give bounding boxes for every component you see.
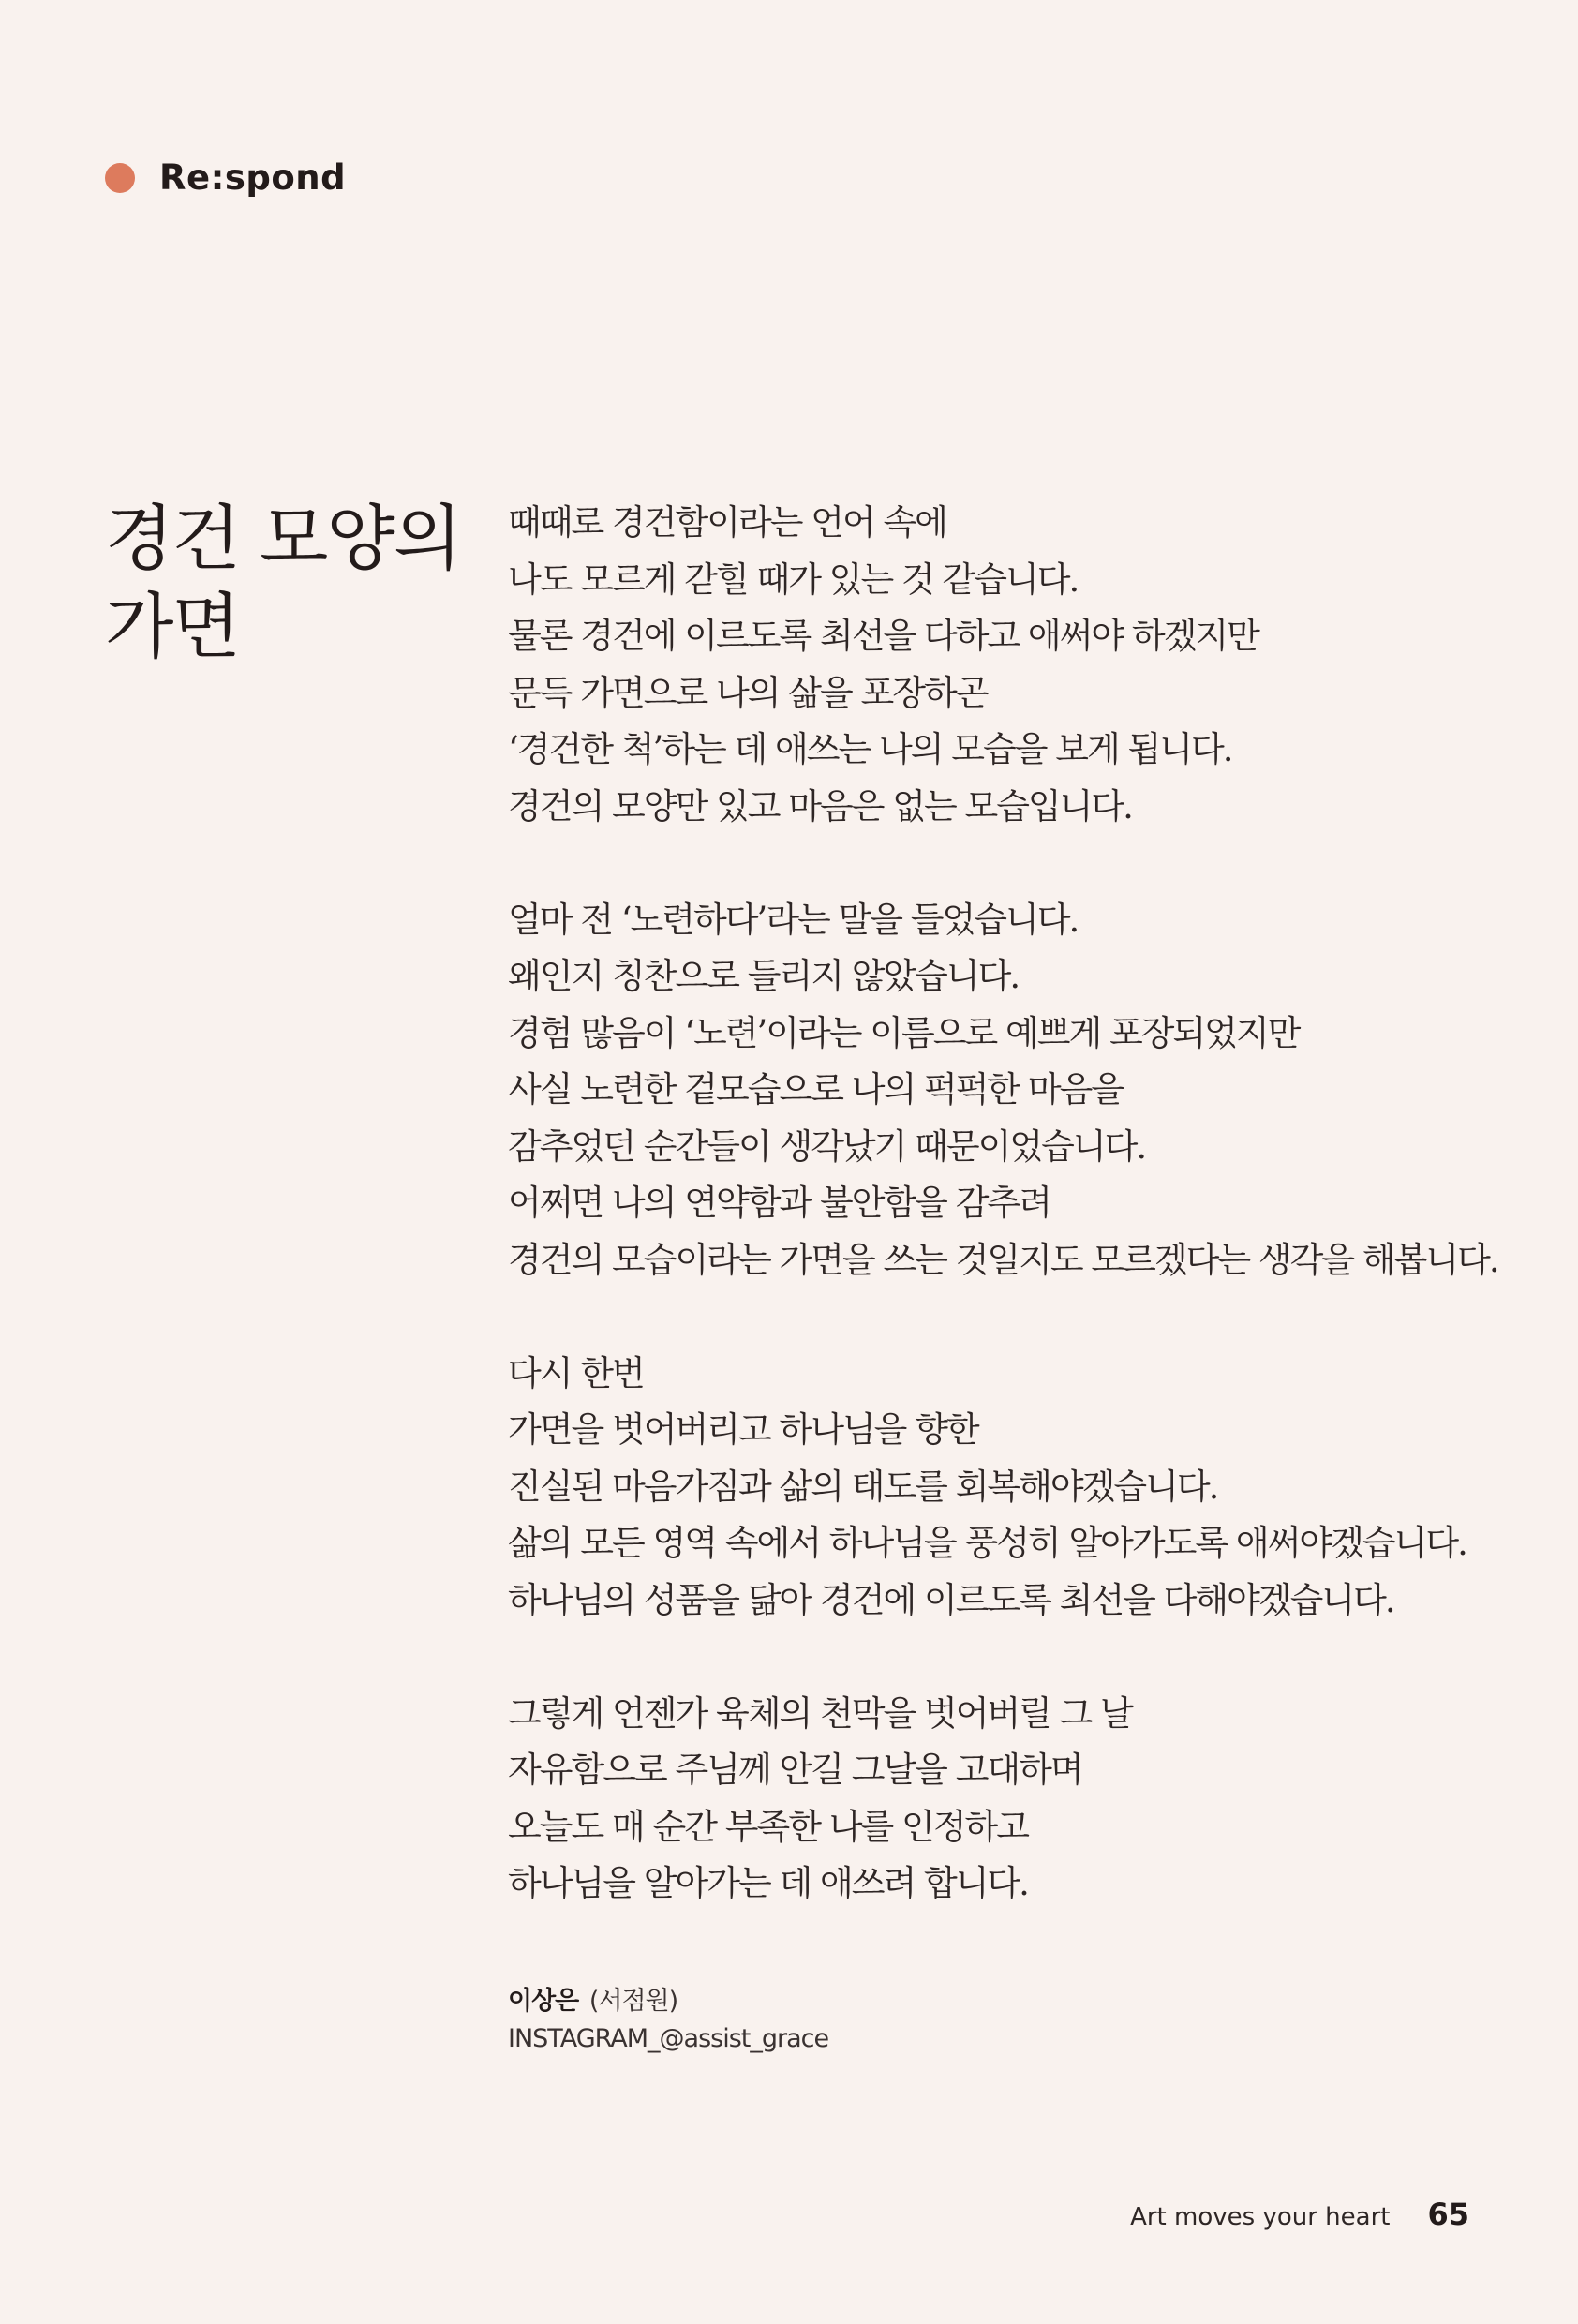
body-line: 다시 한번 (508, 1352, 644, 1393)
body-line: 문득 가면으로 나의 삶을 포장하곤 (508, 672, 988, 713)
author-role: (서점원) (588, 1987, 678, 2016)
body-line: 경험 많음이 ‘노련’이라는 이름으로 예쁘게 포장되었지만 (508, 1012, 1300, 1053)
section-dot-icon (105, 163, 135, 193)
body-line: 진실된 마음가짐과 삶의 태도를 회복해야겠습니다. (508, 1466, 1218, 1507)
stanza (508, 1686, 1520, 1913)
body-line: 물론 경건에 이르도록 최선을 다하고 애써야 하겠지만 (508, 616, 1258, 656)
author-instagram: INSTAGRAM_@assist_grace (508, 2024, 829, 2053)
footer-tagline: Art moves your heart (1130, 2203, 1391, 2231)
page-footer (1130, 2197, 1469, 2232)
page-header (105, 157, 346, 198)
article-title-line: 경건 모양의 (105, 497, 461, 580)
stanza (508, 892, 1520, 1289)
body-line: ‘경건한 척’하는 데 애쓰는 나의 모습을 보게 됩니다. (508, 729, 1232, 769)
page-number: 65 (1427, 2197, 1469, 2232)
body-line: 하나님의 성품을 닮아 경건에 이르도록 최선을 다해야겠습니다. (508, 1579, 1394, 1620)
body-line: 오늘도 매 순간 부족한 나를 인정하고 (508, 1806, 1028, 1847)
body-line: 경건의 모습이라는 가면을 쓰는 것일지도 모르겠다는 생각을 해봅니다. (508, 1239, 1498, 1280)
body-line: 삶의 모든 영역 속에서 하나님을 풍성히 알아가도록 애써야겠습니다. (508, 1523, 1466, 1563)
author-credit (508, 1983, 828, 2058)
author-name: 이상은 (508, 1987, 579, 2016)
article-title-line: 가면 (105, 585, 239, 668)
stanza (508, 495, 1520, 835)
body-line: 얼마 전 ‘노련하다’라는 말을 들었습니다. (508, 899, 1079, 940)
body-line: 가면을 벗어버리고 하나님을 향한 (508, 1409, 978, 1450)
body-line: 경건의 모양만 있고 마음은 없는 모습입니다. (508, 785, 1132, 827)
body-line: 왜인지 칭찬으로 들리지 않았습니다. (508, 956, 1020, 996)
body-line: 감추었던 순간들이 생각났기 때문이었습니다. (508, 1125, 1146, 1167)
body-line: 그렇게 언젠가 육체의 천막을 벗어버릴 그 날 (508, 1692, 1132, 1734)
body-line: 나도 모르게 갇힐 때가 있는 것 같습니다. (508, 559, 1079, 600)
stanza (508, 1346, 1520, 1630)
article-title (105, 495, 499, 671)
section-label: Re:spond (159, 157, 347, 198)
body-line: 어쩌면 나의 연약함과 불안함을 감추려 (508, 1183, 1050, 1223)
body-line: 하나님을 알아가는 데 애쓰려 합니다. (508, 1863, 1028, 1903)
body-line: 때때로 경건함이라는 언어 속에 (508, 502, 946, 543)
article-body (508, 495, 1520, 1969)
body-line: 자유함으로 주님께 안길 그날을 고대하며 (508, 1750, 1082, 1790)
body-line: 사실 노련한 겉모습으로 나의 퍽퍽한 마음을 (508, 1069, 1124, 1110)
